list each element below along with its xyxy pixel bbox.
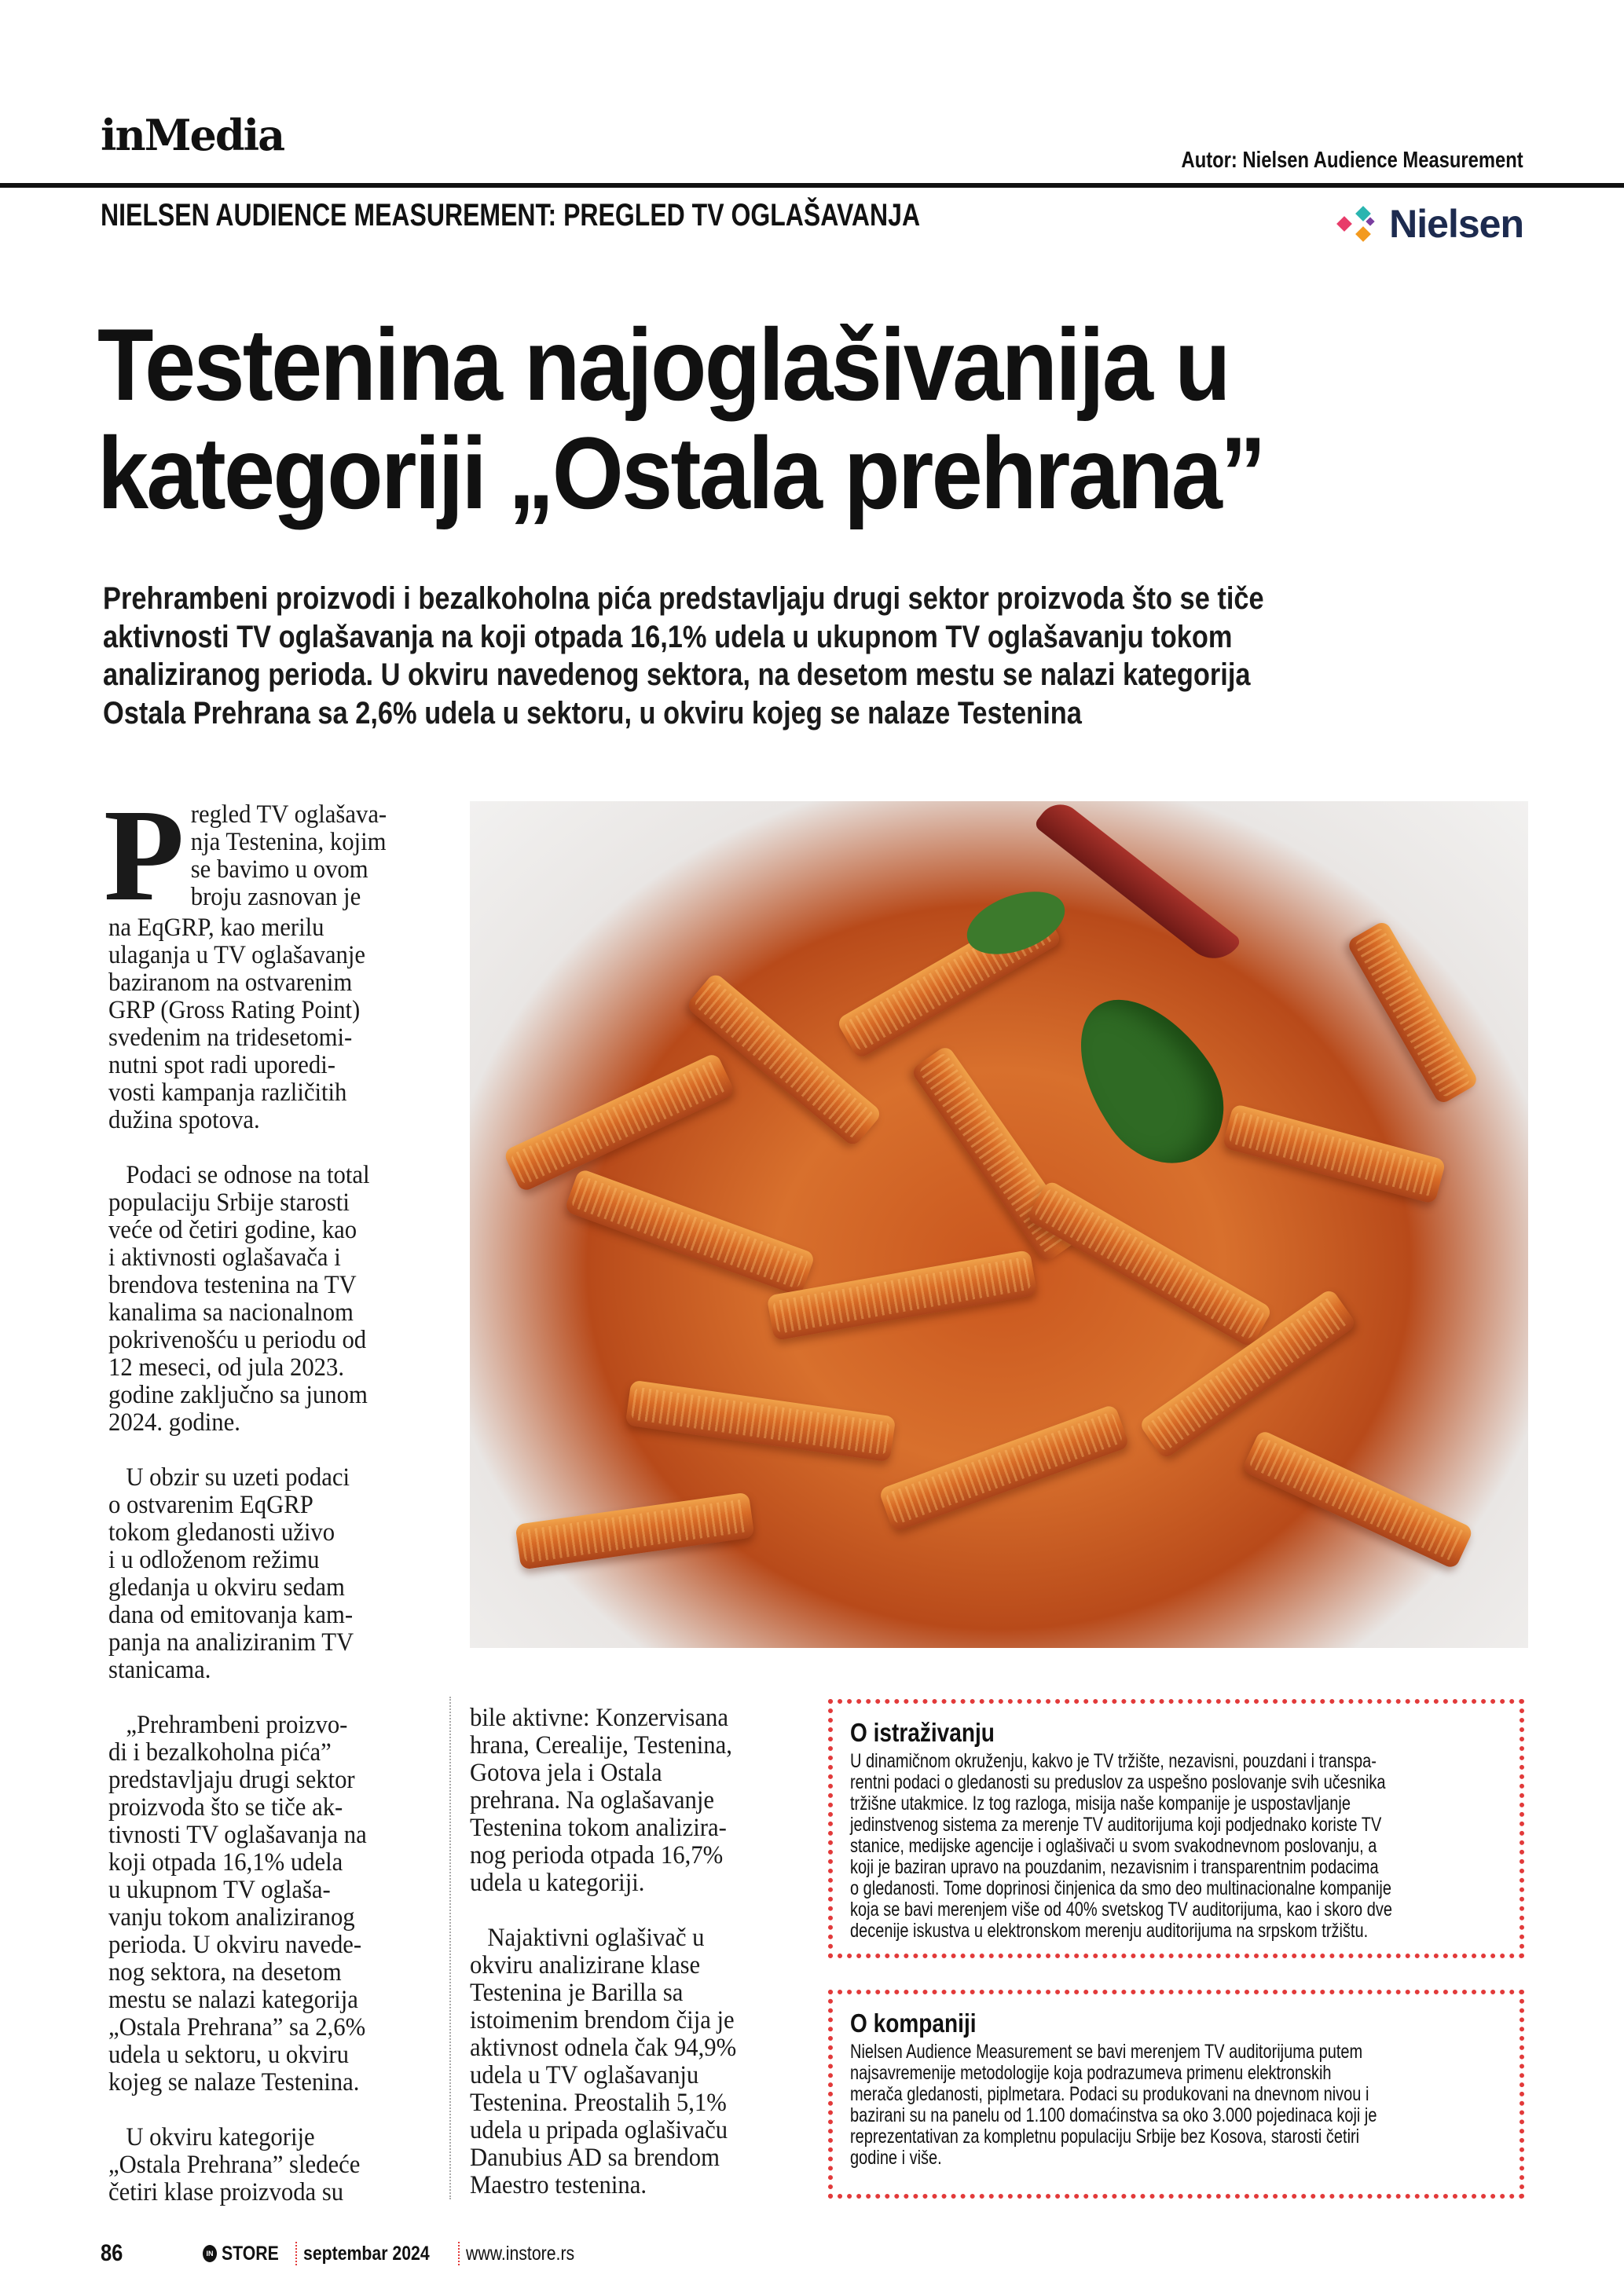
text-line: nutni spot radi uporedi-: [108, 1051, 335, 1079]
text-line: udela u TV oglašavanju: [470, 2061, 699, 2089]
paragraph: [108, 1162, 438, 1437]
text-line: Testenina je Barilla sa: [470, 1979, 684, 2007]
paragraph: [108, 1464, 438, 1684]
box-title: [850, 2009, 1501, 2038]
lede-line: Prehrambeni proizvodi i bezalkoholna pića predstavljaju drugi sektor proizvoda što se tiče: [103, 581, 1264, 616]
text-line: baziranom na ostvarenim: [108, 969, 353, 997]
text-line: nog perioda otpada 16,7%: [470, 1841, 724, 1869]
body-column-2: [470, 1705, 800, 2227]
subheader-text: NIELSEN AUDIENCE MEASUREMENT: PREGLED TV OGLAŠAVANJA: [101, 198, 921, 233]
body-column-1: [104, 782, 438, 2234]
text-line: veće od četiri godine, kao: [108, 1216, 357, 1244]
column-divider: [449, 1697, 451, 2199]
basil-leaf-icon: [1050, 972, 1250, 1188]
text-line: bile aktivne: Konzervisana: [470, 1704, 728, 1732]
text-line: „Ostala Prehrana” sa 2,6%: [108, 2013, 366, 2041]
section-title: inMedia: [101, 110, 284, 160]
nielsen-logo-icon: [1336, 207, 1381, 241]
text-line: bazirani su na panelu od 1.100 domaćinstva sa oko 3.000 pojedinaca koji je: [850, 2104, 1377, 2126]
text-line: godine i više.: [850, 2147, 942, 2169]
text-line: Podaci se odnose na total: [126, 1161, 370, 1189]
headline-line: kategoriji „Ostala prehrana”: [97, 416, 1264, 530]
text-line: prehrana. Na oglašavanje: [470, 1786, 715, 1814]
company-info-box: [828, 1990, 1524, 2199]
headline: [97, 307, 1394, 530]
text-line: „Prehrambeni proizvo-: [126, 1711, 348, 1739]
text-line: U obzir su uzeti podaci: [126, 1463, 350, 1492]
text-line: dužina spotova.: [108, 1106, 260, 1134]
text-line: okviru analizirane klase: [470, 1951, 701, 1979]
text-line: hrana, Cerealije, Testenina,: [470, 1731, 732, 1760]
text-line: GRP (Gross Rating Point): [108, 996, 361, 1024]
text-line: koji je baziran upravo na pouzdanim, nezavisnim i transparentnim podacima: [850, 1856, 1379, 1878]
author-line: [1106, 148, 1523, 174]
text-line: stanicama.: [108, 1656, 211, 1684]
text-line: proizvoda što se tiče ak-: [108, 1793, 343, 1822]
headline-line: Testenina najoglašivanija u: [97, 307, 1229, 422]
text-line: udela u kategoriji.: [470, 1869, 645, 1897]
text-line: U dinamičnom okruženju, kakvo je TV tržište, nezavisni, pouzdani i transpa-: [850, 1750, 1377, 1772]
text-line: decenije iskustva u elektronskom merenju auditorijuma na srpskom tržištu.: [850, 1920, 1369, 1942]
subheader: [101, 198, 1125, 233]
text-line: godine zaključno sa junom: [108, 1381, 368, 1409]
text-line: i u odloženom režimu: [108, 1546, 320, 1574]
text-line: Gotova jela i Ostala: [470, 1759, 662, 1787]
text-line: brendova testenina na TV: [108, 1271, 357, 1299]
paragraph: [470, 1705, 800, 1897]
text-line: regled TV oglašava-: [190, 800, 387, 829]
paragraph: [104, 782, 438, 1134]
text-line: Testenina tokom analizira-: [470, 1814, 727, 1842]
text-line: Danubius AD sa brendom: [470, 2144, 720, 2172]
text-line: nja Testenina, kojim: [190, 828, 387, 856]
text-line: tržišne utakmice. Iz tog razloga, misija naše kompanije je uspostavljanje: [850, 1792, 1351, 1814]
text-line: pokrivenošću u periodu od: [108, 1326, 367, 1354]
website-link[interactable]: [466, 2243, 594, 2265]
text-line: tokom gledanosti uživo: [108, 1518, 335, 1547]
box-title-text: O istraživanju: [850, 1718, 995, 1747]
text-line: tivnosti TV oglašavanja na: [108, 1821, 367, 1849]
text-line: 12 meseci, od jula 2023.: [108, 1353, 345, 1382]
text-line: vanju tokom analiziranog: [108, 1903, 355, 1932]
text-line: kanalima sa nacionalnom: [108, 1298, 354, 1327]
text-line: udela u sektoru, u okviru: [108, 2041, 349, 2069]
text-line: Maestro testenina.: [470, 2171, 647, 2199]
lede: [103, 580, 1453, 732]
text-line: udela u pripada oglašivaču: [470, 2116, 728, 2144]
text-line: 2024. godine.: [108, 1408, 240, 1437]
text-line: koja se bavi merenjem više od 40% svetskog TV auditorijuma, kao i skoro dve: [850, 1899, 1392, 1921]
text-line: najsavremenije metodologije koja podrazumeva primenu elektronskih: [850, 2062, 1332, 2084]
text-line: broju zasnovan je: [190, 883, 361, 911]
text-line: „Ostala Prehrana” sledeće: [108, 2151, 361, 2179]
brand-text: STORE: [222, 2242, 279, 2265]
text-line: populaciju Srbije starosti: [108, 1188, 350, 1217]
text-line: i aktivnosti oglašavača i: [108, 1243, 341, 1272]
text-line: se bavimo u ovom: [190, 855, 368, 884]
text-line: predstavljaju drugi sektor: [108, 1766, 355, 1794]
text-line: perioda. U okviru navede-: [108, 1931, 362, 1959]
drop-cap: P: [104, 782, 185, 928]
issue-date-text: septembar 2024: [302, 2242, 430, 2265]
text-line: nog sektora, na desetom: [108, 1958, 342, 1987]
text-line: kojeg se nalaze Testenina.: [108, 2068, 360, 2096]
text-line: mestu se nalazi kategorija: [108, 1986, 358, 2014]
text-line: Testenina. Preostalih 5,1%: [470, 2089, 727, 2117]
text-line: u ukupnom TV oglaša-: [108, 1876, 331, 1904]
text-line: ulaganja u TV oglašavanje: [108, 941, 365, 969]
text-line: svedenim na tridesetomi-: [108, 1023, 353, 1052]
paragraph: [108, 2124, 438, 2206]
text-line: vosti kampanja različitih: [108, 1078, 347, 1107]
text-line: rentni podaci o gledanosti su preduslov za uspešno poslovanje svih učesnika: [850, 1771, 1386, 1793]
page-footer: [101, 2240, 593, 2267]
box-title-text: O kompaniji: [850, 2009, 977, 2038]
nielsen-logo-text: Nielsen: [1389, 202, 1523, 246]
text-line: o ostvarenim EqGRP: [108, 1491, 313, 1519]
text-line: četiri klase proizvoda su: [108, 2178, 344, 2206]
text-line: istoimenim brendom čija je: [470, 2006, 735, 2034]
text-line: na EqGRP, kao merilu: [108, 914, 324, 942]
text-line: dana od emitovanja kam-: [108, 1601, 354, 1629]
text-line: panja na analiziranim TV: [108, 1628, 354, 1657]
lede-line: Ostala Prehrana sa 2,6% udela u sektoru, u okviru kojeg se nalaze Testenina: [103, 695, 1082, 731]
text-line: gledanja u okviru sedam: [108, 1573, 345, 1602]
paragraph: [108, 1712, 438, 2096]
instore-badge-icon: IN: [203, 2245, 217, 2262]
text-line: aktivnost odnela čak 94,9%: [470, 2034, 737, 2062]
lede-line: aktivnosti TV oglašavanja na koji otpada 16,1% udela u ukupnom TV oglašavanju tokom: [103, 619, 1233, 654]
lede-line: analiziranog perioda. U okviru navedenog sektora, na desetom mestu se nalazi kategorija: [103, 657, 1251, 692]
box-title: [850, 1718, 1501, 1748]
text-line: koji otpada 16,1% udela: [108, 1848, 343, 1877]
footer-divider: [458, 2242, 460, 2265]
text-line: U okviru kategorije: [126, 2123, 315, 2151]
issue-date: [303, 2243, 452, 2265]
text-line: Najaktivni oglašivač u: [487, 1924, 705, 1952]
text-line: di i bezalkoholna pića”: [108, 1738, 332, 1767]
page-number: [101, 2240, 203, 2267]
author-text: Autor: Nielsen Audience Measurement: [1181, 148, 1523, 173]
header-rule: [0, 183, 1624, 188]
nielsen-logo: [1336, 201, 1523, 247]
text-line: reprezentativan za kompletnu populaciju Srbije bez Kosova, starosti četiri: [850, 2126, 1360, 2148]
paragraph: [470, 1924, 800, 2199]
research-info-box: [828, 1699, 1524, 1958]
text-line: Nielsen Audience Measurement se bavi merenjem TV auditorijuma putem: [850, 2041, 1363, 2063]
footer-divider: [295, 2242, 297, 2265]
chili-pepper-icon: [1033, 801, 1242, 970]
text-line: o gledanosti. Tome doprinosi činjenica da smo deo multinacionalne kompanije: [850, 1877, 1391, 1899]
instore-logo: [203, 2243, 289, 2265]
text-line: merača gledanosti, piplmetara. Podaci su produkovani na dnevnom nivou i: [850, 2083, 1369, 2105]
pasta-photo: [470, 801, 1528, 1648]
text-line: jedinstvenog sistema za merenje TV auditorijuma koji podjednako koriste TV: [850, 1814, 1382, 1836]
website-text[interactable]: www.instore.rs: [465, 2242, 574, 2265]
text-line: stanice, medijske agencije i oglašivači u svom svakodnevnom poslovanju, a: [850, 1835, 1377, 1857]
page-number-text: 86: [101, 2240, 123, 2266]
